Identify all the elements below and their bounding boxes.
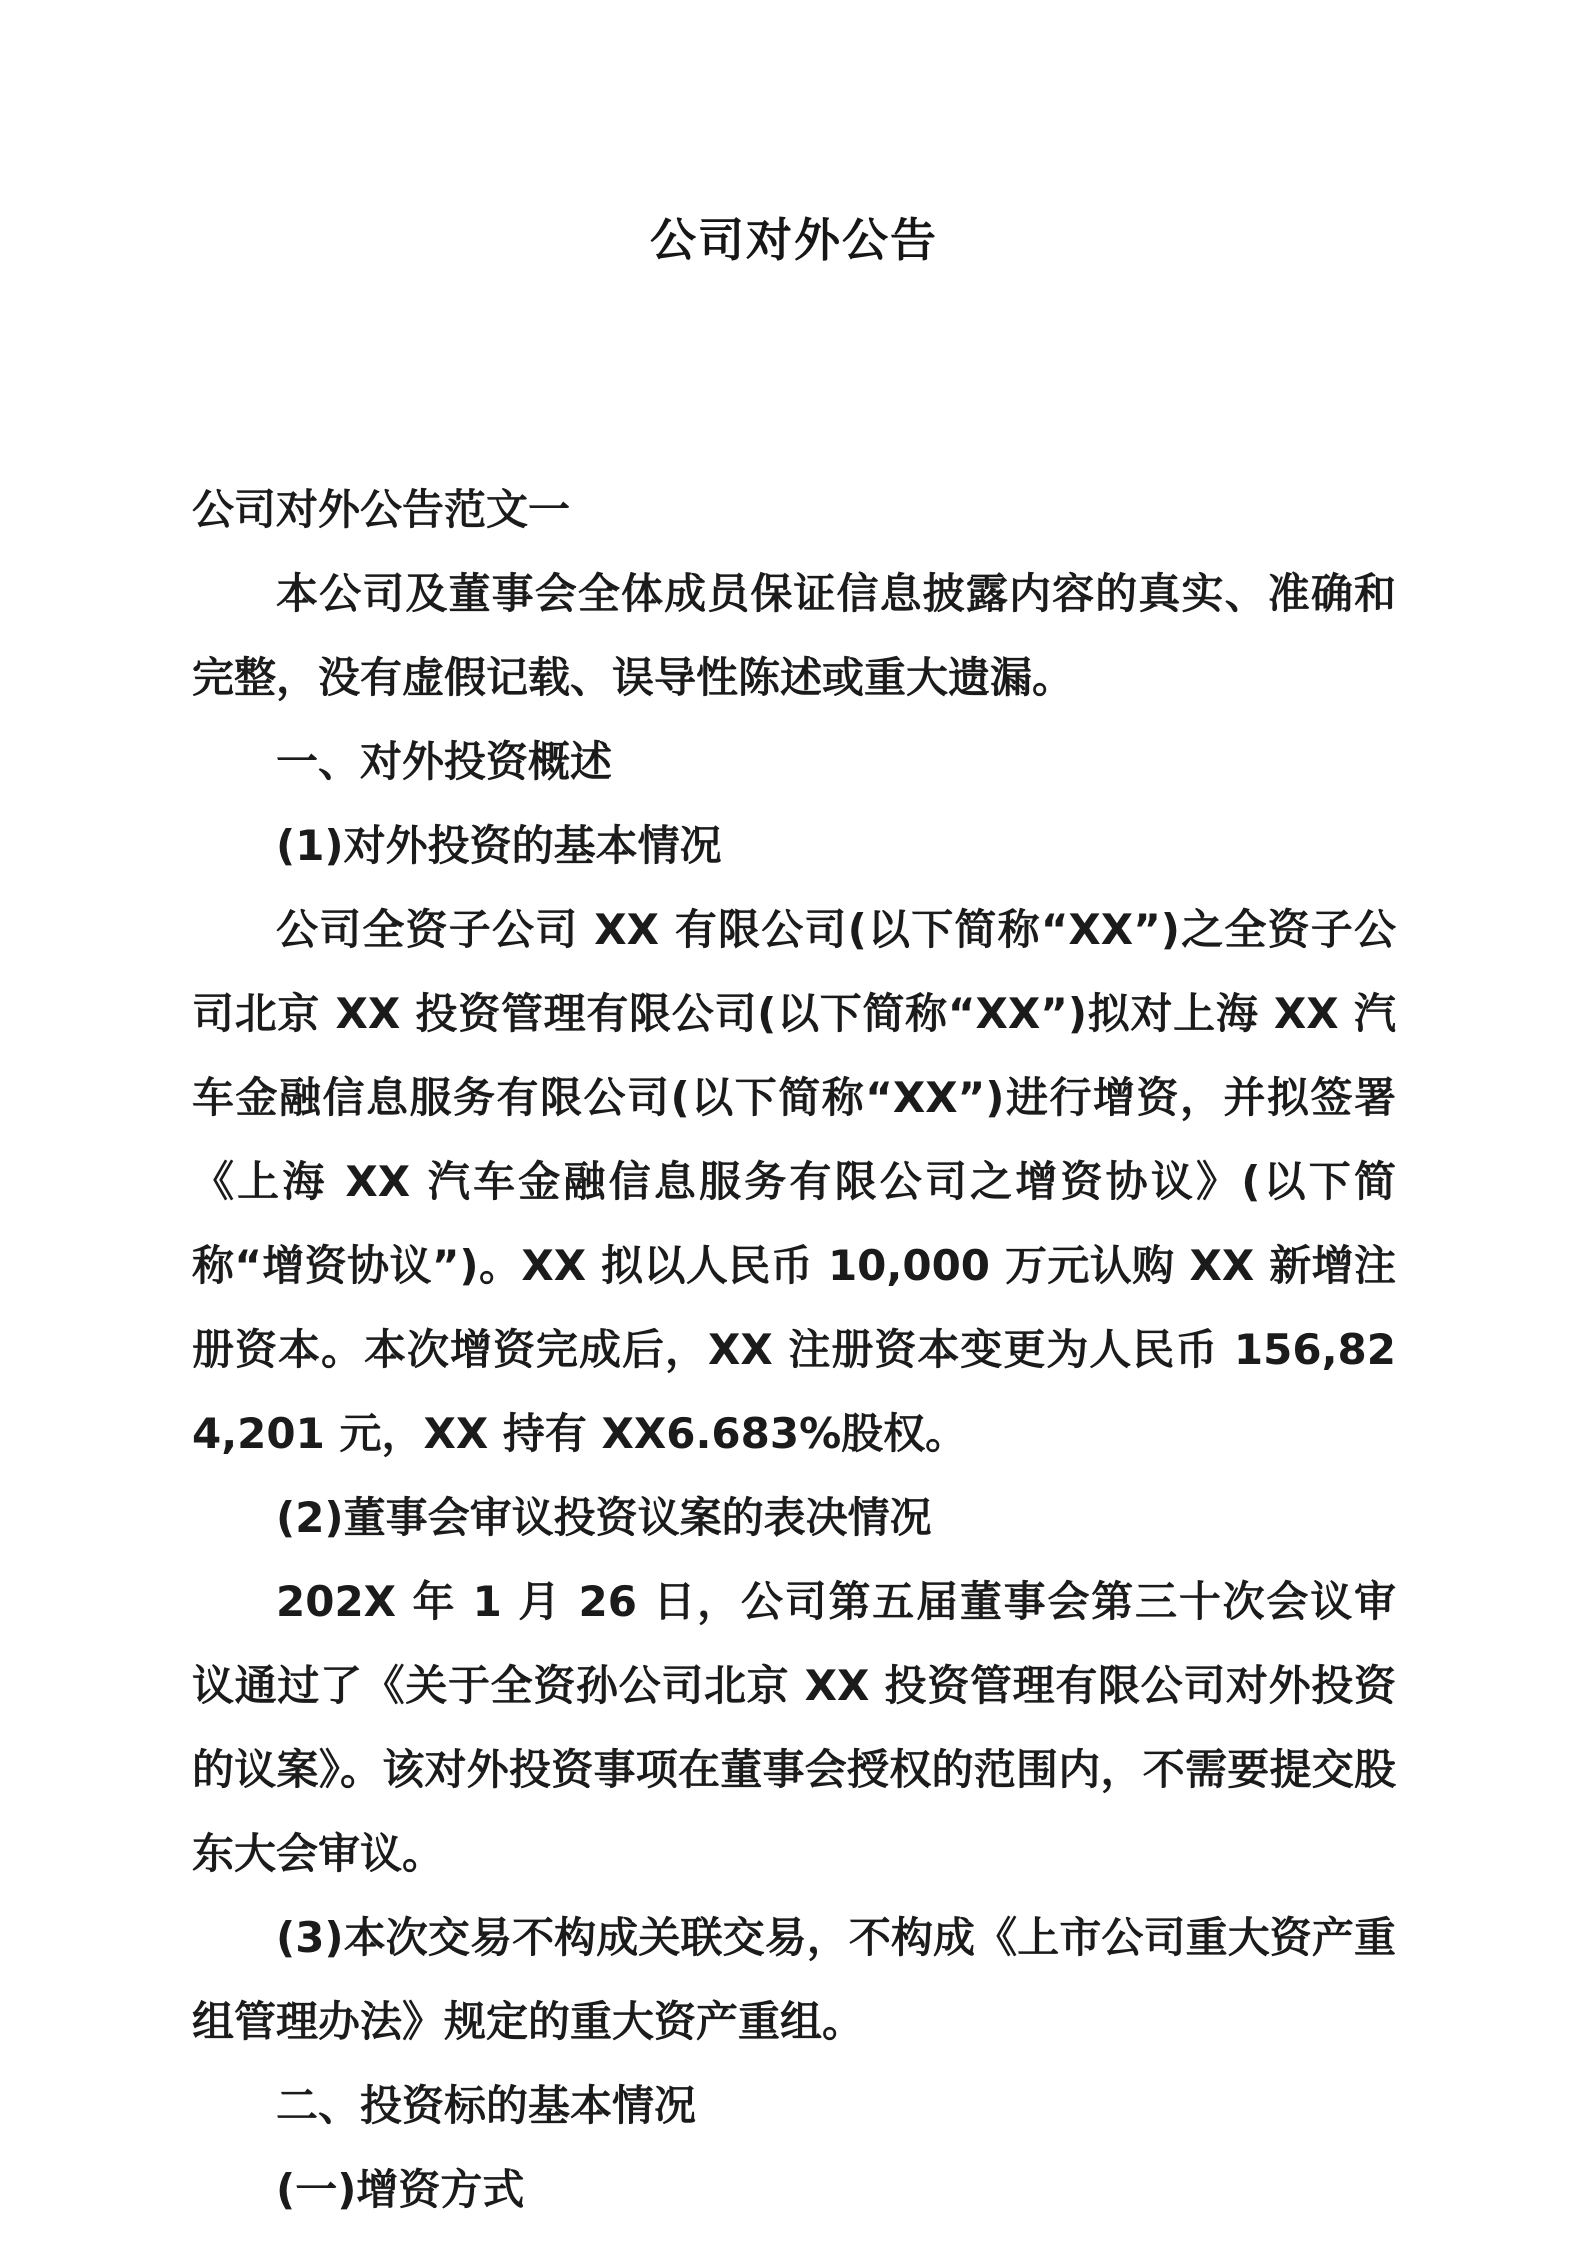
paragraph: 公司全资子公司 XX 有限公司(以下简称“XX”)之全资子公司北京 XX 投资管理有限公司(以下简称“XX”)拟对上海 XX 汽车金融信息服务有限公司(以下简称“XX”)进行增资，并拟签署《上海 XX 汽车金融信息服务有限公司之增资协议》(以下简称“增资协议”)。XX 拟以人民币 10,000 万元认购 XX 新增注册资本。本次增资完成后，XX 注册资本变更为人民币 156,824,201 元，XX 持有 XX6.683%股权。 [192,905,1396,1458]
list-heading: (2)董事会审议投资议案的表决情况 [276,1493,932,1542]
list-heading: 一、对外投资概述 [276,737,613,786]
list-heading: 二、投资标的基本情况 [276,2081,697,2130]
doc-body [192,468,1396,2232]
paragraph: 202X 年 1 月 26 日，公司第五届董事会第三十次会议审议通过了《关于全资孙公司北京 XX 投资管理有限公司对外投资的议案》。该对外投资事项在董事会授权的范围内，不需要提交股东大会审议。 [192,1577,1396,1878]
page-title: 公司对外公告 [650,213,938,267]
paragraph: 本公司及董事会全体成员保证信息披露内容的真实、准确和完整，没有虚假记载、误导性陈述或重大遗漏。 [192,569,1396,702]
section-heading: 公司对外公告范文一 [192,485,571,534]
paragraph: (3)本次交易不构成关联交易，不构成《上市公司重大资产重组管理办法》规定的重大资产重组。 [192,1913,1396,2046]
list-heading: (1)对外投资的基本情况 [276,821,722,870]
list-heading: (一)增资方式 [276,2165,525,2214]
